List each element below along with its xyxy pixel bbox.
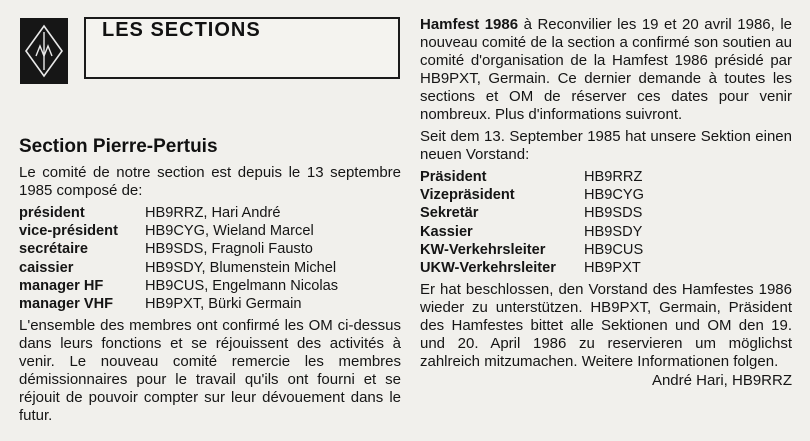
roster-role: vice-président (19, 223, 118, 240)
committee-roster-de (420, 168, 792, 277)
roster-row (19, 204, 401, 222)
signature: André Hari, HB9RRZ (651, 372, 792, 390)
german-outro-paragraph: Er hat beschlossen, den Vorstand des Hamfestes 1986 wieder zu unterstützen. HB9PXT, Germain, Präsident des Hamfestes bittet alle Sektionen und OM den 19. und 20. April 1986 zu reservieren um möglichst zahlreich mitzumachen. Weitere Informationen folgen. (420, 281, 792, 371)
roster-role: caissier (19, 259, 74, 276)
roster-value: HB9PXT (584, 260, 641, 277)
roster-value: HB9CUS, Engelmann Nicolas (145, 277, 339, 294)
hamfest-paragraph (420, 16, 792, 124)
roster-value: HB9SDS, Fragnoli Fausto (145, 241, 313, 258)
intro-paragraph: Le comité de notre section est depuis le 13 septembre 1985 composé de: (19, 164, 401, 199)
roster-row (19, 222, 401, 240)
roster-role: Sekretär (420, 205, 479, 222)
banner-title: LES SECTIONS (102, 19, 261, 41)
roster-role: manager VHF (19, 296, 114, 313)
roster-row (420, 186, 792, 204)
roster-row (420, 241, 792, 259)
roster-row (19, 240, 401, 258)
roster-value: HB9SDY, Blumenstein Michel (145, 259, 337, 276)
radio-club-emblem-icon (20, 18, 68, 84)
roster-value: HB9RRZ, Hari André (145, 205, 281, 221)
roster-role: KW-Verkehrsleiter (420, 241, 546, 258)
roster-value: HB9CYG, Wieland Marcel (145, 223, 314, 240)
roster-value: HB9RRZ (584, 169, 643, 185)
roster-role: UKW-Verkehrsleiter (420, 260, 556, 277)
section-title: Section Pierre-Pertuis (19, 136, 218, 157)
roster-role: Kassier (420, 223, 473, 240)
roster-role: Präsident (420, 169, 487, 185)
left-column (19, 136, 401, 425)
roster-row (19, 295, 401, 313)
german-intro-paragraph: Seit dem 13. September 1985 hat unsere Sektion einen neuen Vorstand: (420, 128, 792, 163)
roster-value: HB9CUS (584, 241, 644, 258)
roster-row (420, 168, 792, 186)
roster-value: HB9PXT, Bürki Germain (145, 296, 302, 313)
roster-role: président (19, 205, 85, 221)
committee-roster-fr (19, 204, 401, 313)
roster-row (19, 259, 401, 277)
roster-row (420, 223, 792, 241)
roster-row (420, 259, 792, 277)
roster-value: HB9CYG (584, 187, 645, 204)
hamfest-text: à Reconvilier les 19 et 20 avril 1986, le nouveau comité de la section a confirmé son soutien au comité d'organisation de la Hamfest 1986 présidé par HB9PXT, Germain. Ce dernier demande à toutes les sections et OM de réserver ces dates pour venir nombreux. Plus d'informations suivront. (420, 16, 792, 123)
roster-role: Vizepräsident (420, 187, 515, 204)
roster-role: manager HF (19, 277, 104, 294)
roster-value: HB9SDY (584, 223, 643, 240)
outro-paragraph: L'ensemble des membres ont confirmé les OM ci-dessus dans leurs fonctions et se réjouissent des activités à venir. Le nouveau comité remercie les membres démissionnaires pour le travail qu'ils ont fourni et se réjouit de pouvoir compter sur leur dévouement dans le futur. (19, 317, 401, 425)
roster-role: secrétaire (19, 241, 88, 258)
hamfest-heading: Hamfest 1986 (420, 16, 519, 33)
roster-row (19, 277, 401, 295)
right-column (420, 16, 792, 390)
roster-row (420, 204, 792, 222)
roster-value: HB9SDS (584, 205, 643, 222)
